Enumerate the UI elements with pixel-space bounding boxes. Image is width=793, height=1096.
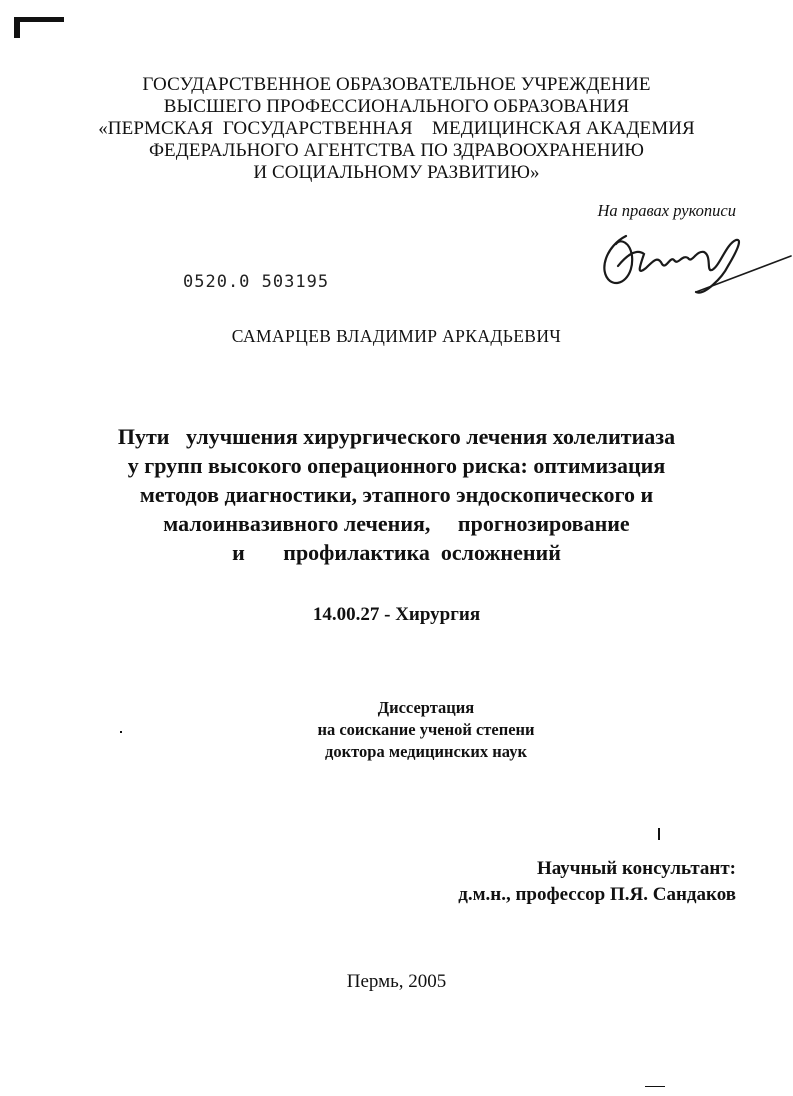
degree-line: доктора медицинских наук: [325, 742, 527, 761]
signature: [596, 226, 791, 296]
city-year: Пермь, 2005: [346, 971, 447, 992]
consultant-label: Научный консультант:: [536, 858, 736, 879]
consultant-name: д.м.н., профессор П.Я. Сандаков: [458, 884, 736, 905]
title-line: и профилактика осложнений: [232, 540, 561, 565]
institution-line: «ПЕРМСКАЯ ГОСУДАРСТВЕННАЯ МЕДИЦИНСКАЯ АКАДЕМИЯ: [98, 118, 695, 139]
institution-line: ФЕДЕРАЛЬНОГО АГЕНТСТВА ПО ЗДРАВООХРАНЕНИЮ: [148, 140, 645, 161]
scientific-consultant: [458, 856, 736, 908]
institution-line: ВЫСШЕГО ПРОФЕССИОНАЛЬНОГО ОБРАЗОВАНИЯ: [163, 96, 630, 117]
title-line: малоинвазивного лечения, прогнозирование: [163, 511, 630, 536]
dissertation-title: [0, 422, 793, 567]
registry-code: 0520.0 503195: [183, 272, 330, 292]
manuscript-note: На правах рукописи: [597, 201, 736, 220]
title-line: методов диагностики, этапного эндоскопического и: [139, 482, 654, 507]
scan-mark: [14, 22, 20, 38]
scan-mark: [14, 17, 64, 22]
degree-line: Диссертация: [377, 698, 475, 717]
institution-line: И СОЦИАЛЬНОМУ РАЗВИТИЮ»: [253, 162, 540, 183]
institution-line: ГОСУДАРСТВЕННОЕ ОБРАЗОВАТЕЛЬНОЕ УЧРЕЖДЕНИЕ: [142, 74, 651, 95]
scan-speck: [645, 1086, 665, 1087]
scan-speck: [658, 828, 660, 840]
title-line: у групп высокого операционного риска: оптимизация: [127, 453, 666, 478]
scan-speck: [120, 731, 122, 733]
author-name: САМАРЦЕВ ВЛАДИМИР АРКАДЬЕВИЧ: [231, 326, 562, 346]
institution-header: [0, 74, 793, 184]
title-line: Пути улучшения хирургического лечения холелитиаза: [117, 424, 676, 449]
degree-line: на соискание ученой степени: [317, 720, 535, 739]
specialty: 14.00.27 - Хирургия: [312, 604, 481, 625]
dissertation-degree: [226, 697, 626, 763]
